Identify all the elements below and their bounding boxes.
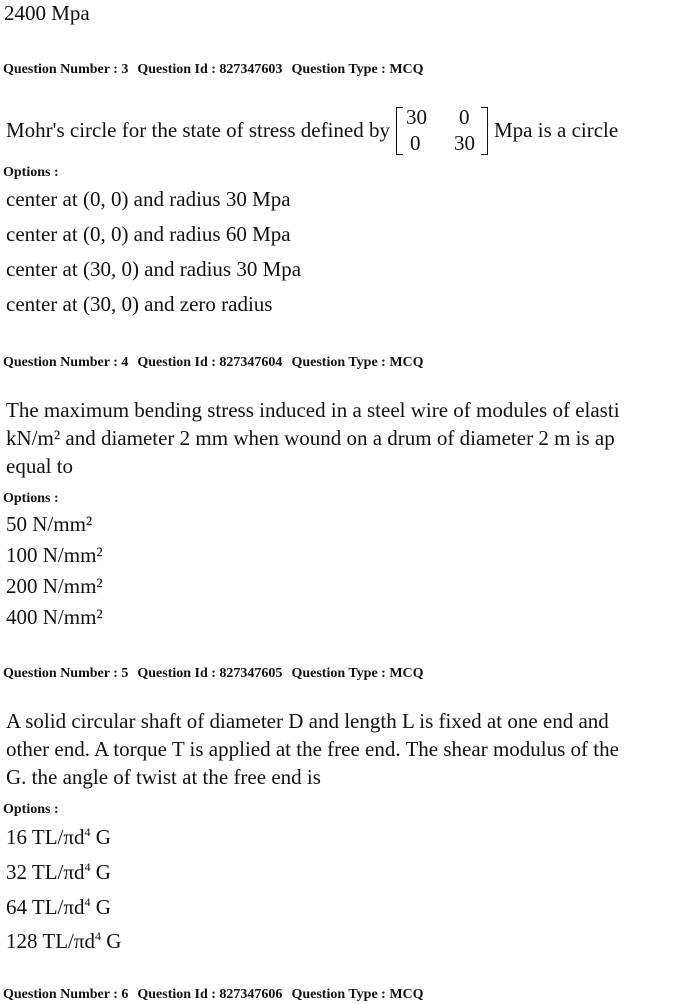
option-item[interactable]: center at (0, 0) and radius 30 Mpa — [6, 187, 291, 211]
option-exponent: 4 — [84, 895, 91, 909]
question-text-line: kN/m² and diameter 2 mm when wound on a drum of diameter 2 m is ap — [6, 426, 615, 450]
option-item[interactable]: 100 N/mm² — [6, 543, 103, 567]
question-number: Question Number : 5 — [3, 666, 129, 681]
option-item[interactable]: center at (30, 0) and radius 30 Mpa — [6, 257, 302, 281]
option-formula: 32 TL/πd — [6, 860, 85, 884]
option-item[interactable] — [6, 929, 121, 953]
option-item[interactable]: 50 N/mm² — [6, 512, 93, 536]
question-type: Question Type : MCQ — [291, 355, 424, 370]
prev-option-text: 2400 Mpa — [4, 1, 90, 25]
question-id: Question Id : 827347604 — [137, 355, 283, 370]
options-label: Options : — [3, 802, 59, 817]
question-id: Question Id : 827347605 — [137, 666, 283, 681]
question-text-line: G. the angle of twist at the free end is — [6, 765, 321, 789]
question-text — [6, 105, 618, 155]
matrix-right-bracket — [481, 107, 488, 155]
option-formula-tail: G — [100, 929, 122, 953]
option-formula: 128 TL/πd — [6, 929, 95, 953]
question-text-part: Mohr's circle for the state of stress defined by — [6, 118, 390, 142]
question-type: Question Type : MCQ — [291, 666, 424, 681]
question-id: Question Id : 827347603 — [137, 62, 283, 77]
question-text-part: Mpa is a circle — [494, 118, 619, 142]
matrix-cell: 0 — [459, 105, 470, 129]
question-type: Question Type : MCQ — [291, 62, 424, 77]
question-header — [3, 987, 433, 1003]
matrix-left-bracket — [396, 107, 403, 155]
option-item[interactable]: 400 N/mm² — [6, 605, 103, 629]
question-text-line: The maximum bending stress induced in a steel wire of modules of elasti — [6, 398, 620, 422]
option-formula: 16 TL/πd — [6, 825, 85, 849]
option-formula-tail: G — [90, 825, 111, 849]
question-text-line: A solid circular shaft of diameter D and length L is fixed at one end and — [6, 709, 609, 733]
question-number: Question Number : 4 — [3, 355, 129, 370]
question-type: Question Type : MCQ — [291, 987, 424, 1002]
matrix-cell: 30 — [454, 131, 475, 155]
question-text-line: other end. A torque T is applied at the free end. The shear modulus of the — [6, 737, 619, 761]
option-formula: 64 TL/πd — [6, 895, 85, 919]
options-label: Options : — [3, 491, 59, 506]
option-item[interactable]: 200 N/mm² — [6, 574, 103, 598]
question-header — [3, 666, 433, 682]
stress-matrix — [396, 105, 488, 155]
options-label: Options : — [3, 165, 59, 180]
option-exponent: 4 — [84, 825, 91, 839]
option-formula-tail: G — [90, 895, 111, 919]
question-number: Question Number : 6 — [3, 987, 129, 1002]
question-number: Question Number : 3 — [3, 62, 129, 77]
question-header — [3, 355, 433, 371]
option-item[interactable]: center at (0, 0) and radius 60 Mpa — [6, 222, 291, 246]
question-header — [3, 62, 433, 78]
option-exponent: 4 — [94, 929, 101, 943]
option-formula-tail: G — [90, 860, 111, 884]
matrix-cell: 30 — [406, 105, 427, 129]
question-text-line: equal to — [6, 454, 74, 478]
option-item[interactable] — [6, 825, 111, 849]
option-exponent: 4 — [84, 860, 91, 874]
matrix-cell: 0 — [410, 131, 421, 155]
option-item[interactable] — [6, 895, 111, 919]
question-id: Question Id : 827347606 — [137, 987, 283, 1002]
option-item[interactable]: center at (30, 0) and zero radius — [6, 292, 273, 316]
option-item[interactable] — [6, 860, 111, 884]
